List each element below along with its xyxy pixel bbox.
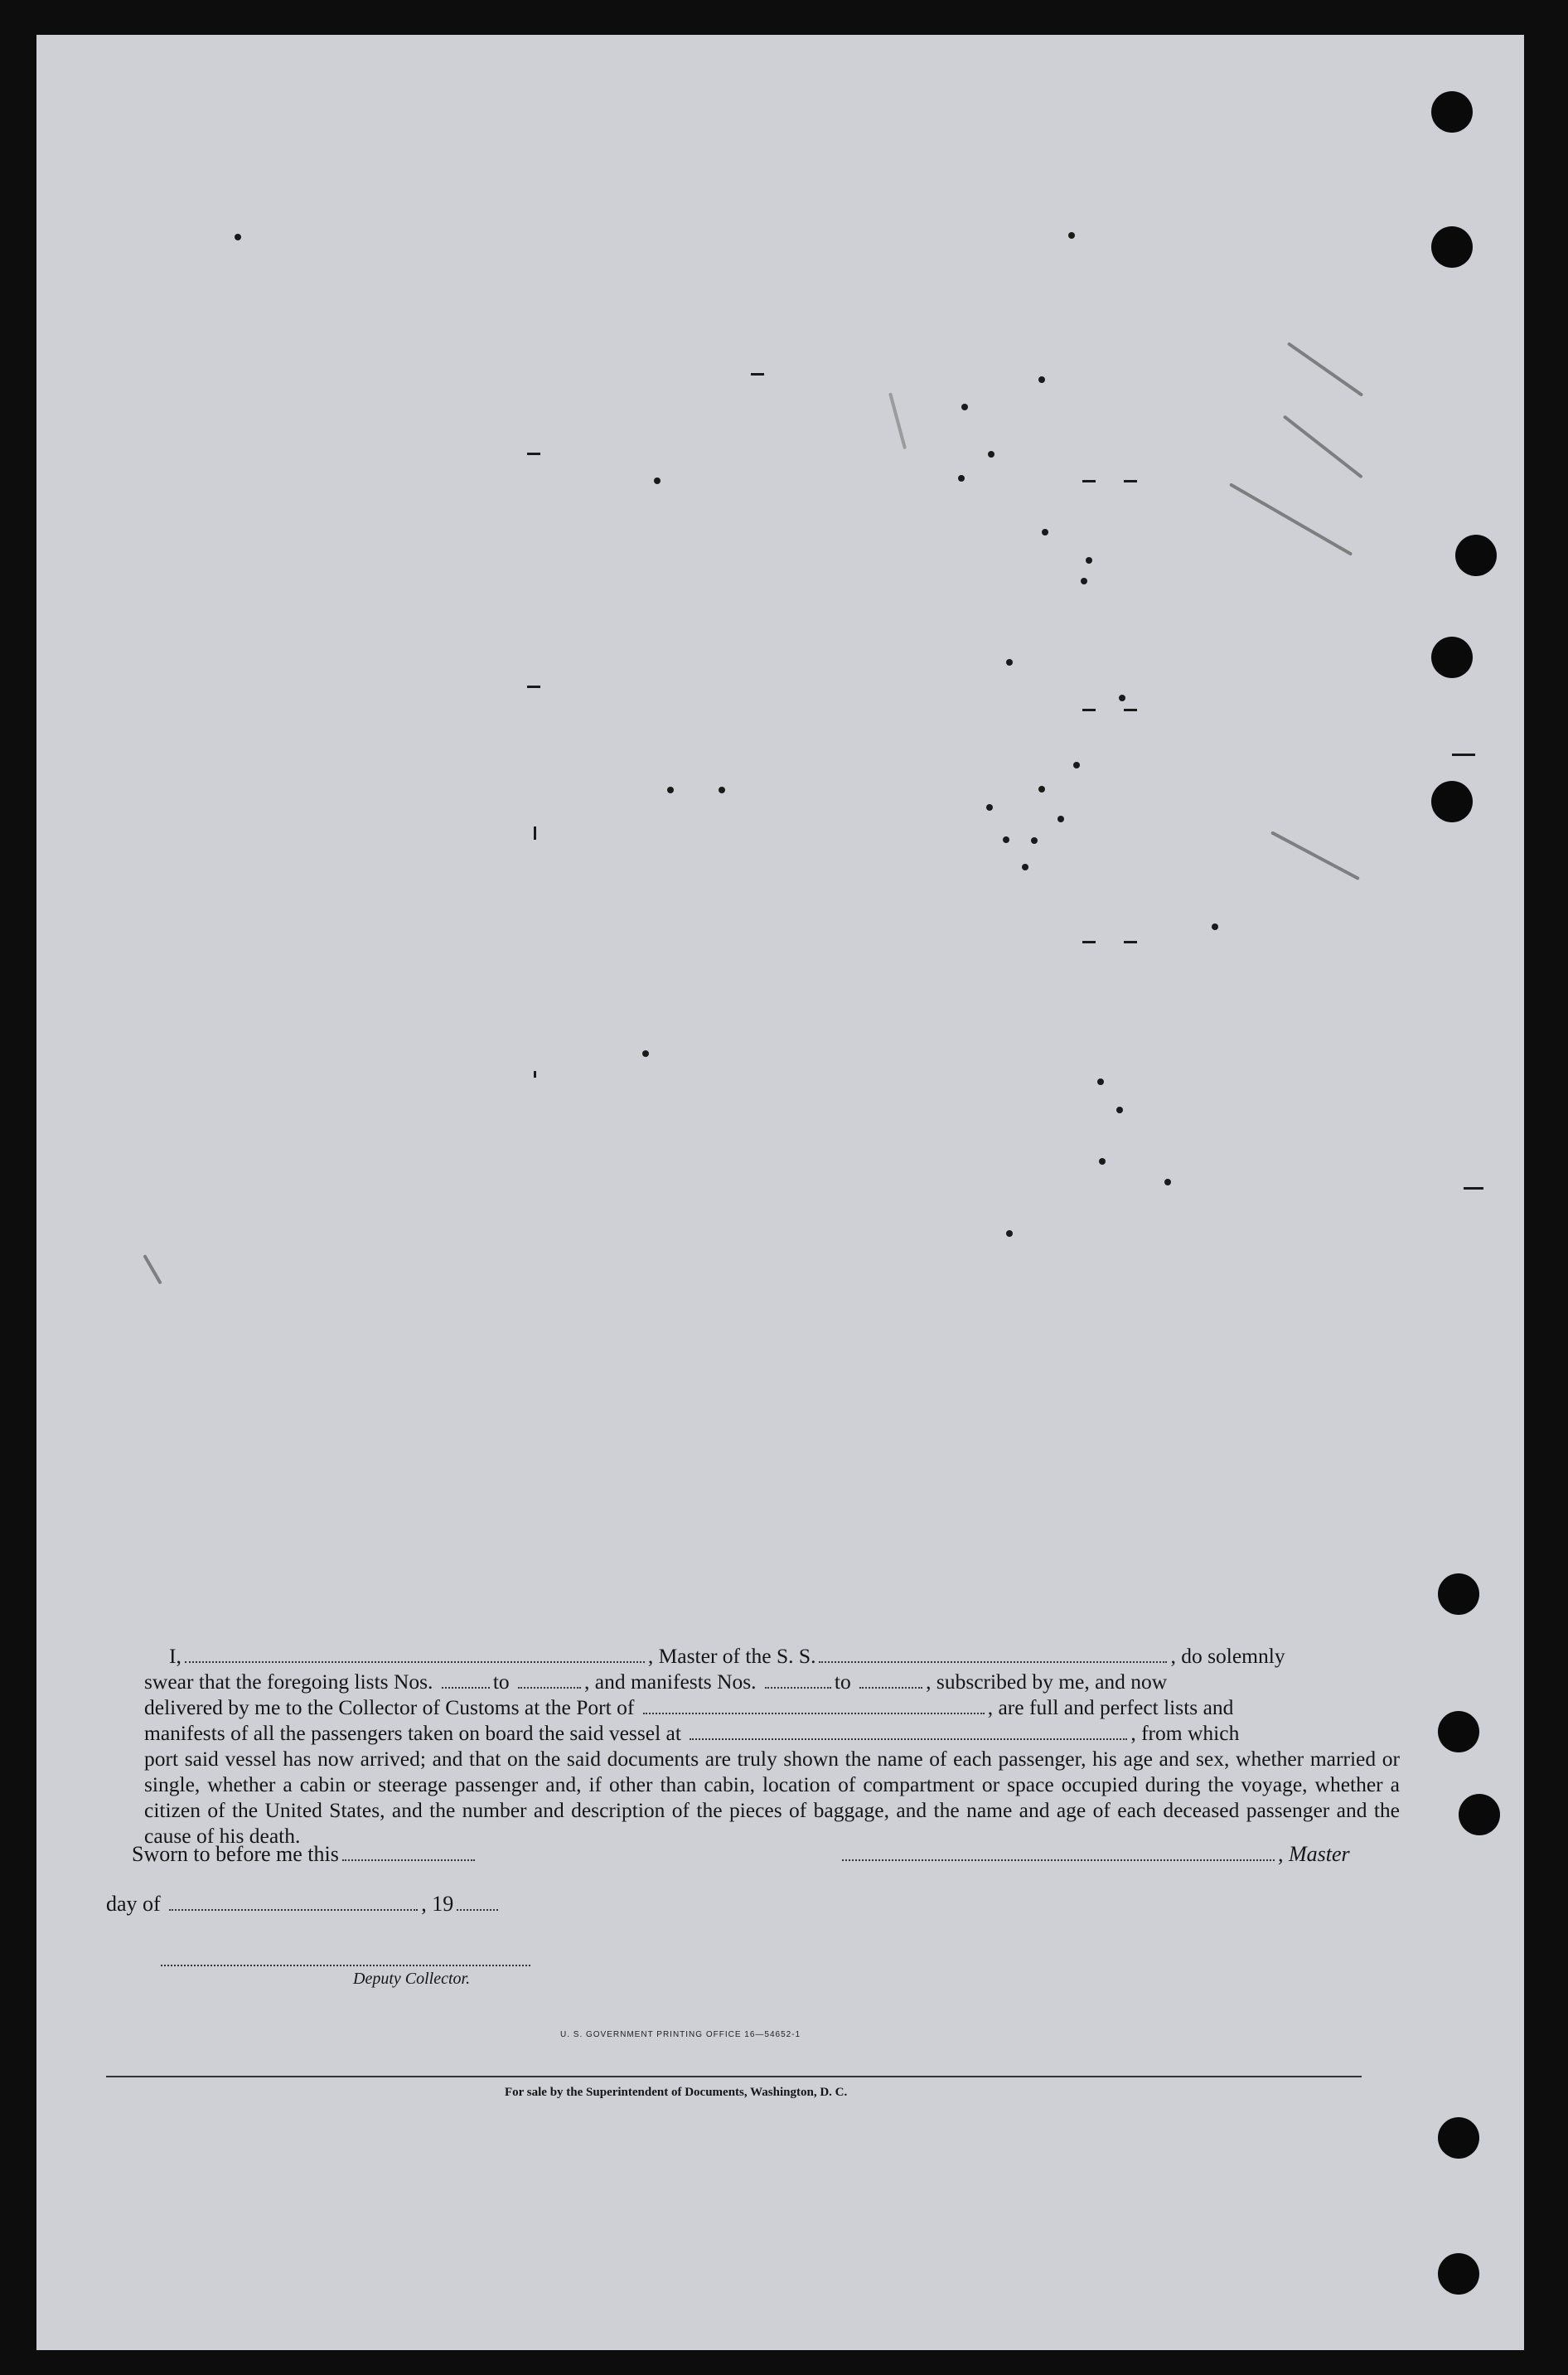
punch-hole	[1431, 226, 1473, 268]
footer-rule	[106, 2076, 1362, 2077]
ink-speck	[1073, 762, 1080, 768]
oath-master-of: , Master of the S. S.	[647, 1644, 816, 1668]
master-signature-line	[839, 1842, 1350, 1867]
ink-speck	[1116, 1107, 1123, 1113]
ink-speck	[1057, 816, 1064, 822]
day-of-line	[106, 1892, 501, 1917]
ink-speck	[961, 404, 968, 410]
ink-dash	[1082, 709, 1096, 711]
ink-speck	[719, 787, 725, 793]
day-of-text: day of	[106, 1892, 161, 1916]
form-sheet	[36, 35, 1524, 2350]
punch-hole	[1431, 781, 1473, 822]
ink-speck	[1164, 1179, 1171, 1185]
list-no-to-field[interactable]	[518, 1686, 581, 1689]
punch-hole	[1438, 2117, 1479, 2159]
ink-speck	[1081, 578, 1087, 584]
year-field[interactable]	[457, 1908, 498, 1911]
ink-speck	[1086, 557, 1092, 564]
ink-dash	[527, 686, 540, 688]
oath-i: I,	[169, 1644, 181, 1668]
ink-speck	[986, 804, 993, 811]
oath-and-manifests: , and manifests Nos.	[584, 1670, 757, 1694]
ink-speck	[1042, 529, 1048, 536]
punch-hole	[1438, 1573, 1479, 1615]
port-field[interactable]	[643, 1712, 985, 1714]
oath-manifests-of: manifests of all the passengers taken on board the said vessel at	[144, 1721, 681, 1745]
oath-swear: swear that the foregoing lists Nos.	[144, 1670, 433, 1694]
ink-speck	[958, 475, 965, 482]
punch-hole	[1438, 2253, 1479, 2295]
ink-speck	[1022, 864, 1028, 870]
ink-speck	[235, 234, 241, 240]
list-no-from-field[interactable]	[442, 1686, 490, 1689]
deputy-signature-rule[interactable]	[161, 1965, 530, 1966]
oath-delivered: delivered by me to the Collector of Customs at the Port of	[144, 1695, 635, 1719]
ink-dash	[1124, 941, 1137, 943]
master-name-field[interactable]	[185, 1660, 645, 1663]
oath-to-1: to	[492, 1670, 510, 1694]
oath-do-solemnly: , do solemnly	[1170, 1644, 1285, 1668]
punch-hole	[1431, 91, 1473, 133]
ink-speck	[1099, 1158, 1106, 1165]
punch-hole	[1438, 1711, 1479, 1752]
ink-speck	[667, 787, 674, 793]
scan-streak	[888, 392, 907, 449]
punch-hole	[1455, 535, 1497, 576]
ink-dash	[1082, 480, 1096, 482]
month-field[interactable]	[169, 1908, 418, 1911]
ink-speck	[1212, 923, 1218, 930]
scan-streak	[1283, 414, 1363, 478]
ink-speck	[1006, 659, 1013, 666]
master-oath-paragraph	[144, 1643, 1400, 1849]
ink-speck	[1038, 786, 1045, 792]
ink-speck	[1003, 836, 1009, 843]
ship-name-field[interactable]	[819, 1660, 1167, 1663]
ink-dash	[1452, 754, 1475, 756]
oath-body: port said vessel has now arrived; and that on the said documents are truly shown the name of each passenger, his age and sex, whether married or single, whether a cabin or steerage passenger and, if other than cabin, location of compartment or space occupied during the voyage, whether a citizen of the United States, and the number and description of the pieces of baggage, and the name and age of each deceased passenger and the cause of his death.	[144, 1747, 1400, 1848]
ink-dash	[751, 373, 764, 376]
scan-streak	[1287, 342, 1363, 396]
sworn-text: Sworn to before me this	[132, 1842, 339, 1866]
for-sale-note: For sale by the Superintendent of Documents, Washington, D. C.	[505, 2086, 848, 2099]
ink-speck	[988, 451, 995, 458]
year-prefix: , 19	[421, 1892, 454, 1916]
ink-dash	[1082, 941, 1096, 943]
ink-dash	[527, 453, 540, 455]
ink-speck	[1031, 837, 1038, 844]
punch-hole	[1431, 637, 1473, 678]
ink-speck	[1006, 1230, 1013, 1237]
punch-hole	[1459, 1794, 1500, 1835]
oath-are-full: , are full and perfect lists and	[987, 1695, 1234, 1719]
ink-dash	[1124, 480, 1137, 482]
ink-speck	[1097, 1078, 1104, 1085]
scan-streak	[143, 1254, 162, 1285]
oath-to-2: to	[834, 1670, 851, 1694]
ink-speck	[642, 1050, 649, 1057]
ink-dash	[1124, 709, 1137, 711]
master-label: , Master	[1278, 1842, 1350, 1866]
manifest-no-from-field[interactable]	[765, 1686, 831, 1689]
ink-dash	[1464, 1187, 1483, 1190]
departure-port-field[interactable]	[690, 1738, 1127, 1740]
ink-tick	[534, 1071, 536, 1078]
scan-streak	[1229, 482, 1353, 555]
master-signature-field[interactable]	[842, 1859, 1275, 1861]
manifest-no-to-field[interactable]	[859, 1686, 922, 1689]
ink-tick	[534, 826, 536, 840]
ink-speck	[1119, 695, 1125, 701]
oath-subscribed: , subscribed by me, and now	[926, 1670, 1168, 1694]
ink-speck	[1068, 232, 1075, 239]
sworn-line	[132, 1842, 478, 1867]
oath-from-which: , from which	[1130, 1721, 1240, 1745]
sworn-day-field[interactable]	[342, 1859, 475, 1861]
scan-streak	[1270, 831, 1360, 880]
ink-speck	[654, 477, 661, 484]
ink-speck	[1038, 376, 1045, 383]
deputy-collector-label: Deputy Collector.	[353, 1970, 471, 1988]
printing-office-note: U. S. GOVERNMENT PRINTING OFFICE 16—54652-1	[560, 2030, 801, 2039]
